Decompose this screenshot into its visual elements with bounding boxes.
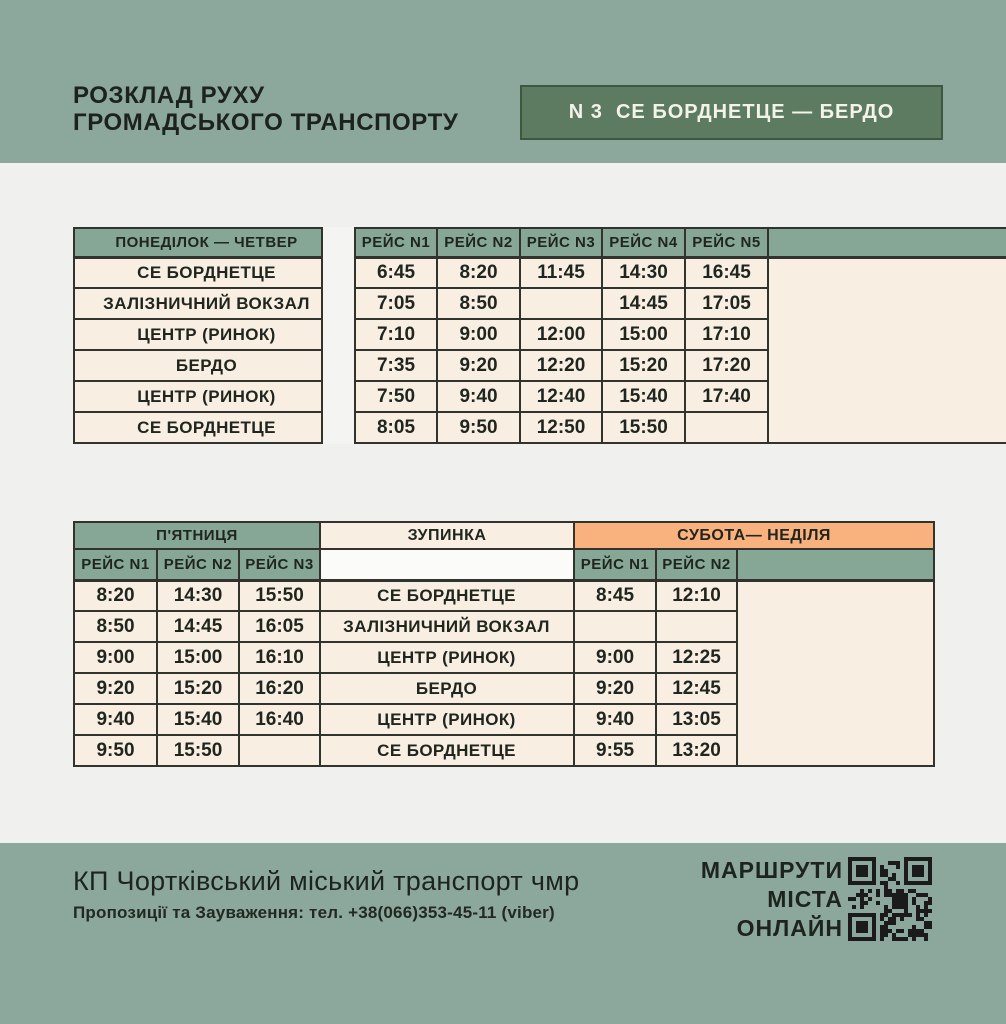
trip-header-cell: РЕЙС N2 [437,228,520,257]
stop-name-cell: БЕРДО [74,350,322,381]
friday-time-cell: 8:20 [74,580,157,611]
time-cell: 14:45 [602,288,685,319]
stop-name-cell: СЕ БОРДНЕТЦЕ [74,412,322,443]
friday-trip-header: РЕЙС N3 [239,549,320,580]
time-cell: 12:50 [520,412,602,443]
weekend-time-cell: 9:20 [574,673,656,704]
time-cell: 15:20 [602,350,685,381]
friday-time-cell: 14:45 [157,611,239,642]
weekend-trip-header: РЕЙС N1 [574,549,656,580]
friday-time-cell: 9:20 [74,673,157,704]
friday-time-cell: 16:10 [239,642,320,673]
friday-time-cell: 16:05 [239,611,320,642]
time-cell [520,288,602,319]
weekend-time-cell: 8:45 [574,580,656,611]
friday-time-cell: 9:00 [74,642,157,673]
weekday-stops-table [73,227,323,444]
friday-time-cell: 16:40 [239,704,320,735]
time-cell: 12:00 [520,319,602,350]
friday-time-cell: 16:20 [239,673,320,704]
empty-merged-cell [768,257,1006,443]
table-gap-strip [323,227,354,444]
weekend-time-cell [656,611,737,642]
time-cell: 7:10 [355,319,437,350]
friday-time-cell: 9:40 [74,704,157,735]
friday-time-cell: 9:50 [74,735,157,766]
time-cell: 6:45 [355,257,437,288]
time-cell: 9:40 [437,381,520,412]
stop-row [74,319,322,350]
time-cell: 16:45 [685,257,768,288]
times-row [355,257,1006,288]
page-title [73,82,458,136]
weekday-stops-header: ПОНЕДІЛОК — ЧЕТВЕР [74,228,322,257]
time-cell: 12:20 [520,350,602,381]
friday-time-cell: 14:30 [157,580,239,611]
qr-code [848,857,932,941]
time-cell: 11:45 [520,257,602,288]
stop-name-cell: СЕ БОРДНЕТЦЕ [74,257,322,288]
stop-name-cell: ЦЕНТР (РИНОК) [320,704,574,735]
route-badge: N 3 СЕ БОРДНЕТЦЕ — БЕРДО [520,85,943,140]
weekday-times-table [354,227,1006,444]
time-cell: 7:05 [355,288,437,319]
time-cell: 9:20 [437,350,520,381]
friday-header: П'ЯТНИЦЯ [74,522,320,549]
stop-name-cell: БЕРДО [320,673,574,704]
stop-row [74,412,322,443]
stop-name-cell: СЕ БОРДНЕТЦЕ [320,580,574,611]
stop-name-cell: ЦЕНТР (РИНОК) [74,381,322,412]
time-cell: 15:40 [602,381,685,412]
stop-name-cell: СЕ БОРДНЕТЦЕ [320,735,574,766]
stop-row [74,288,322,319]
empty-header-cell [320,549,574,580]
time-cell: 14:30 [602,257,685,288]
qr-caption-line2: МІСТА [767,886,843,912]
company-name: КП Чортківський міський транспорт чмр [73,866,580,896]
time-cell: 17:10 [685,319,768,350]
friday-time-cell: 15:50 [239,580,320,611]
time-cell: 17:40 [685,381,768,412]
weekend-time-cell: 12:25 [656,642,737,673]
weekend-time-cell: 9:55 [574,735,656,766]
stop-name-cell: ЗАЛІЗНИЧНИЙ ВОКЗАЛ [74,288,322,319]
qr-caption-line1: МАРШРУТИ [700,857,843,883]
friday-time-cell: 15:40 [157,704,239,735]
empty-header-cell [768,228,1006,257]
qr-caption [701,856,843,943]
time-cell: 9:50 [437,412,520,443]
time-cell: 8:50 [437,288,520,319]
time-cell: 8:05 [355,412,437,443]
friday-time-cell: 15:20 [157,673,239,704]
trip-header-cell: РЕЙС N4 [602,228,685,257]
friday-weekend-schedule [73,521,935,767]
time-cell: 7:35 [355,350,437,381]
weekday-schedule [73,227,1006,444]
time-cell: 17:05 [685,288,768,319]
time-cell: 12:40 [520,381,602,412]
friday-time-cell [239,735,320,766]
trip-header-cell: РЕЙС N1 [355,228,437,257]
weekend-time-cell [574,611,656,642]
friday-time-cell: 8:50 [74,611,157,642]
stop-name-cell: ЗАЛІЗНИЧНИЙ ВОКЗАЛ [320,611,574,642]
stop-row [74,257,322,288]
weekend-time-cell: 12:10 [656,580,737,611]
friday-trip-header: РЕЙС N2 [157,549,239,580]
time-cell [685,412,768,443]
time-cell: 15:00 [602,319,685,350]
friday-time-cell: 15:50 [157,735,239,766]
weekend-time-cell: 13:05 [656,704,737,735]
weekend-time-cell: 9:00 [574,642,656,673]
weekend-time-cell: 9:40 [574,704,656,735]
weekend-time-cell: 12:45 [656,673,737,704]
friday-trip-header: РЕЙС N1 [74,549,157,580]
stop-name-cell: ЦЕНТР (РИНОК) [74,319,322,350]
schedule-row [74,580,934,611]
weekend-trip-header: РЕЙС N2 [656,549,737,580]
weekend-header: СУБОТА— НЕДІЛЯ [574,522,934,549]
page-title-line1: РОЗКЛАД РУХУ [73,82,265,109]
contact-phone: Пропозиції та Зауваження: тел. +38(066)353-45-11 (viber) [73,903,555,922]
time-cell: 8:20 [437,257,520,288]
stop-name-cell: ЦЕНТР (РИНОК) [320,642,574,673]
page-title-line2: ГРОМАДСЬКОГО ТРАНСПОРТУ [73,109,459,136]
time-cell: 9:00 [437,319,520,350]
stop-row [74,381,322,412]
time-cell: 15:50 [602,412,685,443]
empty-header-cell [737,549,934,580]
qr-caption-line3: ОНЛАЙН [736,915,843,941]
time-cell: 7:50 [355,381,437,412]
stop-row [74,350,322,381]
trip-header-cell: РЕЙС N5 [685,228,768,257]
empty-merged-cell [737,580,934,766]
trip-header-cell: РЕЙС N3 [520,228,602,257]
time-cell: 17:20 [685,350,768,381]
stop-column-header: ЗУПИНКА [320,522,574,549]
friday-time-cell: 15:00 [157,642,239,673]
weekend-time-cell: 13:20 [656,735,737,766]
